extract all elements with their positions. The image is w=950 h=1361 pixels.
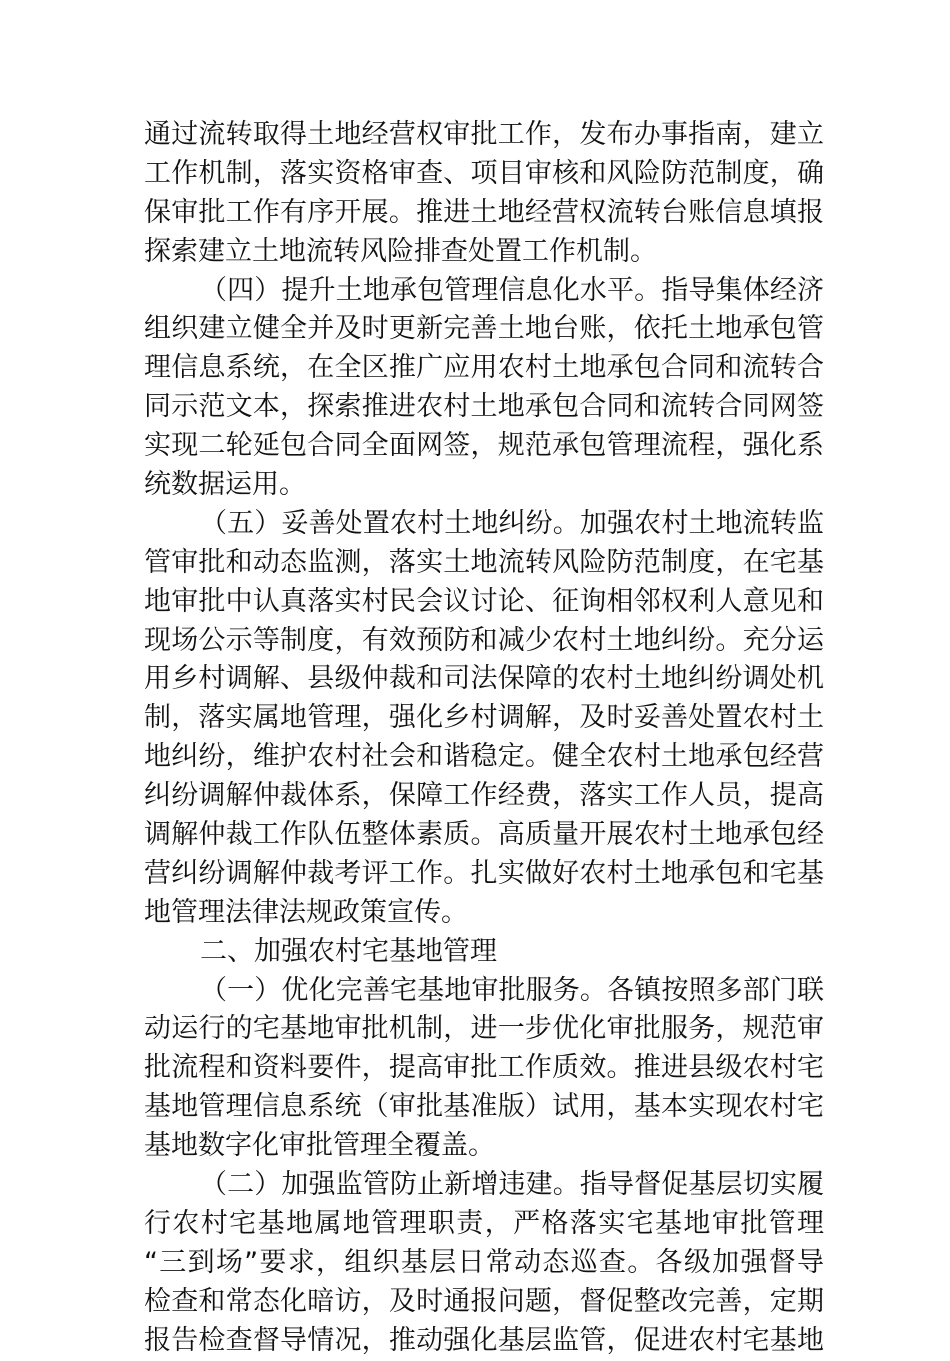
text-line: 保审批工作有序开展。推进土地经营权流转台账信息填报 [144, 196, 824, 228]
text-line: 调解仲裁工作队伍整体素质。高质量开展农村土地承包经 [144, 819, 824, 851]
text-line: 基地管理信息系统（审批基准版）试用，基本实现农村宅 [144, 1091, 824, 1123]
text-line: 报告检查督导情况，推动强化基层监管，促进农村宅基地 [144, 1324, 824, 1356]
text-line: 地审批中认真落实村民会议讨论、征询相邻权利人意见和 [144, 585, 824, 617]
text-line: 基地数字化审批管理全覆盖。 [144, 1130, 495, 1162]
text-line: 通过流转取得土地经营权审批工作，发布办事指南，建立 [144, 119, 824, 150]
paragraph-heading-line: （四）提升土地承包管理信息化水平。指导集体经济 [200, 274, 824, 306]
text-line: 纠纷调解仲裁体系，保障工作经费，落实工作人员，提高 [144, 780, 824, 812]
text-line: 工作机制，落实资格审查、项目审核和风险防范制度，确 [144, 157, 824, 189]
text-line: 同示范文本，探索推进农村土地承包合同和流转合同网签 [144, 391, 824, 423]
text-line: 行农村宅基地属地管理职责，严格落实宅基地审批管理 [144, 1207, 824, 1239]
text-line: 理信息系统，在全区推广应用农村土地承包合同和流转合 [144, 352, 824, 384]
text-line: 统数据运用。 [144, 469, 306, 501]
text-line: 探索建立土地流转风险排查处置工作机制。 [144, 235, 657, 267]
text-line: 组织建立健全并及时更新完善土地台账，依托土地承包管 [144, 313, 824, 345]
text-line: 现场公示等制度，有效预防和减少农村土地纠纷。充分运 [144, 624, 824, 656]
section-heading: 二、加强农村宅基地管理 [200, 935, 497, 967]
text-line: 检查和常态化暗访，及时通报问题，督促整改完善，定期 [144, 1285, 824, 1317]
text-line: “三到场”要求，组织基层日常动态巡查。各级加强督导 [144, 1246, 824, 1278]
text-line: 地管理法律法规政策宣传。 [144, 896, 468, 928]
text-line: 用乡村调解、县级仲裁和司法保障的农村土地纠纷调处机 [144, 663, 824, 695]
paragraph-heading-line: （五）妥善处置农村土地纠纷。加强农村土地流转监 [200, 507, 824, 539]
document-body [144, 116, 824, 1361]
text-line: 营纠纷调解仲裁考评工作。扎实做好农村土地承包和宅基 [144, 857, 824, 889]
paragraph-heading-line: （二）加强监管防止新增违建。指导督促基层切实履 [200, 1169, 824, 1201]
text-line: 动运行的宅基地审批机制，进一步优化审批服务，规范审 [144, 1013, 824, 1045]
text-line: 管审批和动态监测，落实土地流转风险防范制度，在宅基 [144, 546, 824, 578]
text-line: 地纠纷，维护农村社会和谐稳定。健全农村土地承包经营 [144, 741, 824, 773]
text-line: 制，落实属地管理，强化乡村调解，及时妥善处置农村土 [144, 702, 824, 734]
text-line: 批流程和资料要件，提高审批工作质效。推进县级农村宅 [144, 1052, 824, 1084]
text-line: 实现二轮延包合同全面网签，规范承包管理流程，强化系 [144, 430, 824, 462]
paragraph-heading-line: （一）优化完善宅基地审批服务。各镇按照多部门联 [200, 974, 824, 1006]
